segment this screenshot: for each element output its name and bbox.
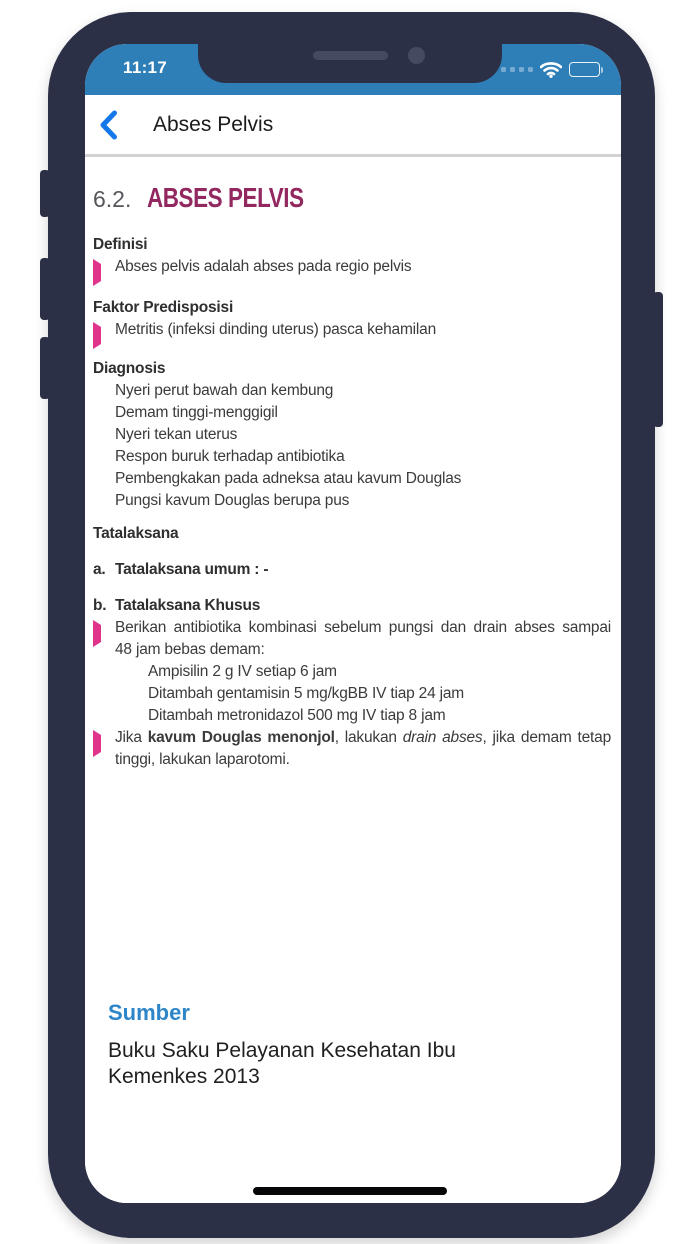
diagnosis-item: Pungsi kavum Douglas berupa pus <box>115 492 350 509</box>
volume-down-button <box>40 337 50 399</box>
section-number: 6.2. <box>93 186 132 212</box>
article <box>93 183 611 771</box>
list-item <box>127 683 611 705</box>
antibiotik-line2: 48 jam bebas demam: <box>115 641 265 658</box>
text-run: , jika demam tetap <box>482 729 611 746</box>
dot-bullet-icon <box>127 661 148 683</box>
square-bullet-icon <box>93 468 115 490</box>
tatalaksana-khusus <box>93 595 611 617</box>
article-heading <box>93 183 611 214</box>
douglas-paragraph <box>115 727 611 771</box>
list-item <box>93 424 611 446</box>
item-label: b. <box>93 597 107 614</box>
diagnosis-item: Respon buruk terhadap antibiotika <box>115 448 345 465</box>
list-item <box>93 617 611 727</box>
dot-bullet-icon <box>127 683 148 705</box>
list-item <box>93 490 611 512</box>
triangle-bullet-icon <box>93 256 115 284</box>
front-camera <box>408 47 425 64</box>
list-item <box>93 727 611 771</box>
volume-up-button <box>40 258 50 320</box>
page-title: Abses Pelvis <box>153 112 274 136</box>
nav-bar <box>85 95 621 157</box>
source-text-line: Kemenkes 2013 <box>108 1065 260 1088</box>
chevron-left-icon <box>99 110 118 140</box>
antibiotik-item: Ditambah gentamisin 5 mg/kgBB IV tiap 24 jam <box>148 685 464 702</box>
source-heading: Sumber <box>108 1000 190 1025</box>
douglas-line2: tinggi, lakukan laparotomi. <box>115 751 290 768</box>
speaker-slot <box>313 51 388 60</box>
list-item <box>93 256 611 284</box>
list-item <box>93 380 611 402</box>
antibiotik-item: Ditambah metronidazol 500 mg IV tiap 8 jam <box>148 707 446 724</box>
wifi-icon <box>540 62 562 78</box>
definisi-heading: Definisi <box>93 236 148 253</box>
item-text: Tatalaksana Khusus <box>115 597 261 614</box>
diagnosis-item: Demam tinggi-menggigil <box>115 404 278 421</box>
triangle-bullet-icon <box>93 617 115 727</box>
list-item <box>93 468 611 490</box>
tatalaksana-umum <box>93 559 611 581</box>
antibiotik-paragraph <box>115 617 611 727</box>
definisi-item: Abses pelvis adalah abses pada regio pelvis <box>115 258 412 275</box>
power-button <box>653 292 663 427</box>
text-run-italic: drain abses <box>402 729 483 746</box>
notch <box>198 44 502 83</box>
douglas-line1 <box>115 727 611 749</box>
text-run: Jika <box>115 729 148 746</box>
list-item <box>127 661 611 683</box>
content-scroll[interactable] <box>85 160 621 1203</box>
square-bullet-icon <box>93 490 115 512</box>
square-bullet-icon <box>93 402 115 424</box>
source-section <box>108 1000 588 1090</box>
status-icons <box>501 44 600 95</box>
triangle-bullet-icon <box>93 319 115 347</box>
item-text: Tatalaksana umum : - <box>115 561 269 578</box>
antibiotik-item: Ampisilin 2 g IV setiap 6 jam <box>148 663 337 680</box>
faktor-heading: Faktor Predisposisi <box>93 299 234 316</box>
item-label: a. <box>93 561 106 578</box>
screen <box>85 44 621 1203</box>
text-run: , lakukan <box>334 729 403 746</box>
antibiotik-line1: Berikan antibiotika kombinasi sebelum pungsi dan drain abses sampai <box>115 619 611 636</box>
back-button[interactable] <box>85 95 129 154</box>
diagnosis-item: Pembengkakan pada adneksa atau kavum Douglas <box>115 470 462 487</box>
list-item <box>93 319 611 347</box>
section-title: ABSES PELVIS <box>147 182 304 213</box>
square-bullet-icon <box>93 380 115 402</box>
dot-bullet-icon <box>127 705 148 727</box>
clock-label: 11:17 <box>123 58 168 77</box>
faktor-item: Metritis (infeksi dinding uterus) pasca kehamilan <box>115 321 437 338</box>
diagnosis-item: Nyeri perut bawah dan kembung <box>115 382 334 399</box>
mute-switch <box>40 170 50 217</box>
home-indicator[interactable] <box>253 1187 447 1195</box>
list-item <box>127 705 611 727</box>
list-item <box>93 402 611 424</box>
battery-icon <box>569 62 600 77</box>
diagnosis-heading: Diagnosis <box>93 360 166 377</box>
cellular-signal-icon <box>501 67 533 72</box>
text-run-bold: kavum Douglas menonjol <box>147 729 335 746</box>
triangle-bullet-icon <box>93 727 115 771</box>
tatalaksana-heading: Tatalaksana <box>93 525 179 542</box>
list-item <box>93 446 611 468</box>
diagnosis-item: Nyeri tekan uterus <box>115 426 238 443</box>
square-bullet-icon <box>93 446 115 468</box>
source-text-line: Buku Saku Pelayanan Kesehatan Ibu <box>108 1039 456 1062</box>
square-bullet-icon <box>93 424 115 446</box>
